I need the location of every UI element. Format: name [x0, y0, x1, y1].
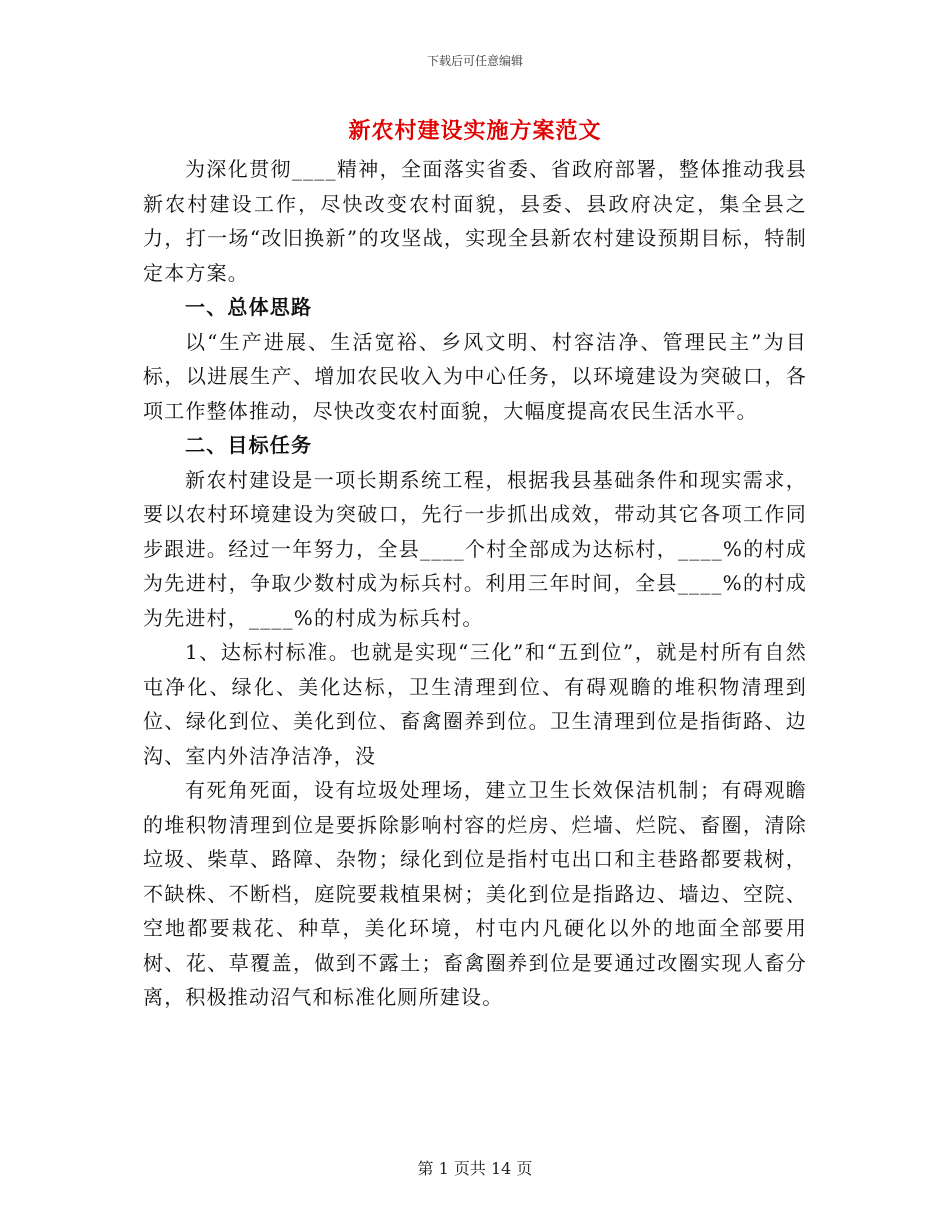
- paragraph-standard-village: 1、达标村标准。也就是实现“三化”和“五到位”，就是村所有自然屯净化、绿化、美化达标，卫生清理到位、有碍观瞻的堆积物清理到位、绿化到位、美化到位、畜禽圈养到位。卫生清理到位是指街路、边沟、室内外洁净洁净，没: [143, 640, 807, 768]
- paragraph-overall-approach: 以“生产进展、生活宽裕、乡风文明、村容洁净、管理民主”为目标，以进展生产、增加农民收入为中心任务，以环境建设为突破口，各项工作整体推动，尽快改变农村面貌，大幅度提高农民生活水平。: [143, 329, 807, 423]
- page-header: 下载后可任意编辑: [426, 54, 523, 68]
- page-footer: 第 1 页共 14 页: [417, 1159, 533, 1178]
- document-title: 新农村建设实施方案范文: [348, 118, 602, 144]
- document-body: [143, 152, 807, 1015]
- paragraph-standard-details: 有死角死面，设有垃圾处理场，建立卫生长效保洁机制；有碍观瞻的堆积物清理到位是要拆除影响村容的烂房、烂墙、烂院、畜圈，清除垃圾、柴草、路障、杂物；绿化到位是指村屯出口和主巷路都要栽树，不缺株、不断档，庭院要栽植果树；美化到位是指路边、墙边、空院、空地都要栽花、种草，美化环境，村屯内凡硬化以外的地面全部要用树、花、草覆盖，做到不露土；畜禽圈养到位是要通过改圈实现人畜分离，积极推动沼气和标准化厕所建设。: [143, 778, 807, 1009]
- section-heading-overall-approach: 一、总体思路: [185, 295, 313, 319]
- paragraph-goals: 新农村建设是一项长期系统工程，根据我县基础条件和现实需求，要以农村环境建设为突破口，先行一步抓出成效，带动其它各项工作同步跟进。经过一年努力，全县____个村全部成为达标村，____%的村成为先进村，争取少数村成为标兵村。利用三年时间，全县____%的村成为先进村，____%的村成为标兵村。: [143, 467, 807, 630]
- section-heading-goals: 二、目标任务: [185, 433, 313, 457]
- paragraph-intro: 为深化贯彻____精神，全面落实省委、省政府部署，整体推动我县新农村建设工作，尽快改变农村面貌，县委、县政府决定，集全县之力，打一场“改旧换新”的攻坚战，实现全县新农村建设预期目标，特制定本方案。: [143, 157, 807, 285]
